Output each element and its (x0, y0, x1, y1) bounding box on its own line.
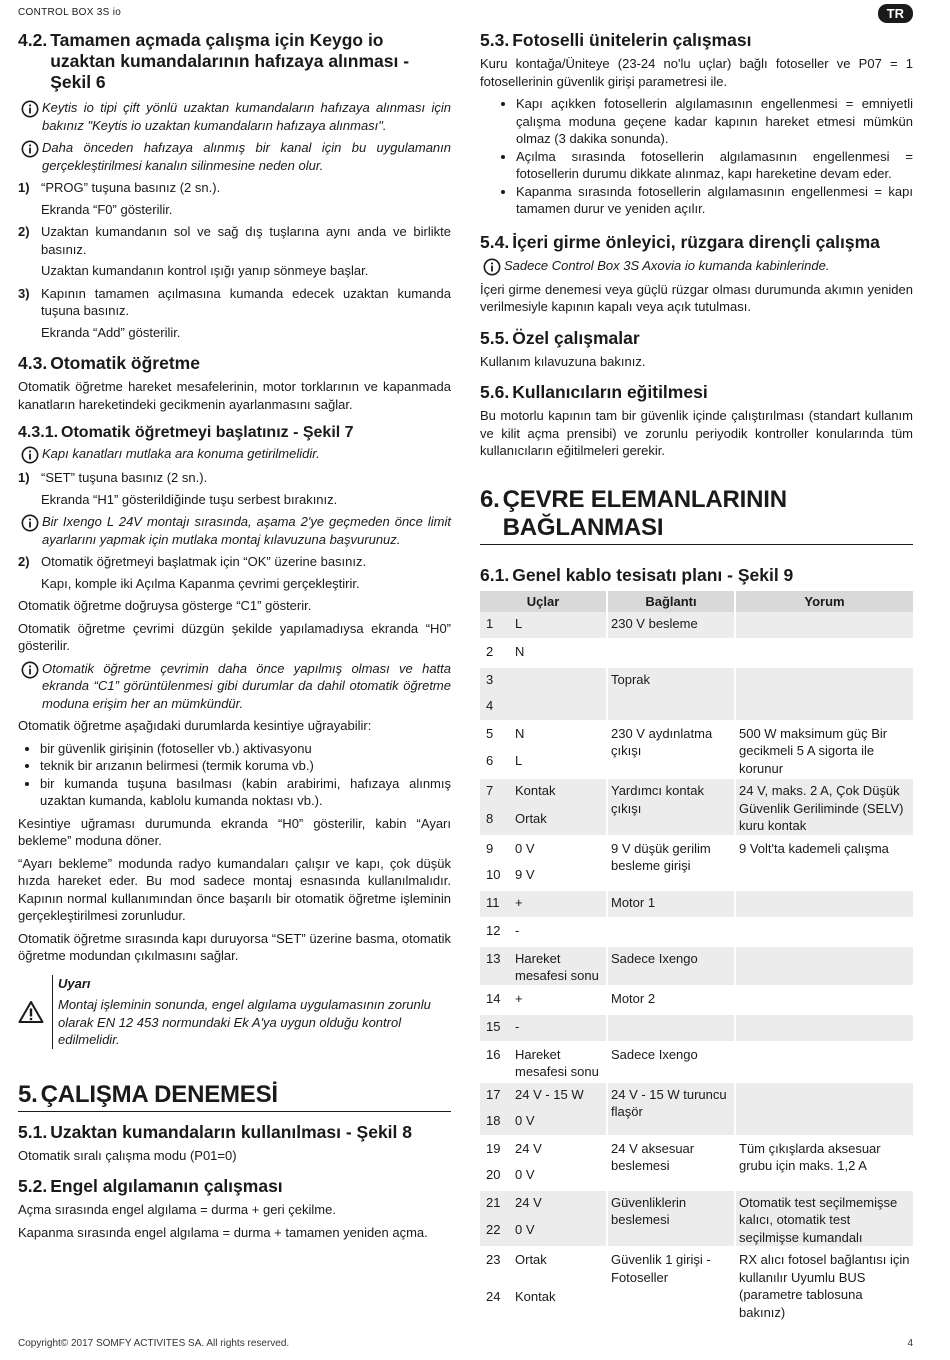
table-header-cell: Bağlantı (607, 591, 735, 612)
connection-cell: Sadece Ixengo (607, 947, 735, 985)
terminal-label: Kontak (512, 1285, 607, 1322)
table-row (480, 1191, 913, 1219)
interrupt-list (18, 740, 451, 810)
connection-cell: 230 V besleme (607, 612, 735, 638)
warning-title: Uyarı (58, 975, 91, 991)
terminal-label: 24 V - 15 W (512, 1083, 607, 1109)
terminal-label: Hareket mesafesi sonu (512, 1043, 607, 1081)
table-row (480, 891, 913, 917)
warning-box (18, 975, 451, 1049)
terminal-label: Kontak (512, 779, 607, 807)
connection-cell: Yardımcı kontak çıkışı (607, 779, 735, 835)
language-badge: TR (878, 4, 913, 23)
terminal-label: 9 V (512, 863, 607, 889)
terminal-label: + (512, 891, 607, 917)
table-row (480, 668, 913, 694)
comment-cell: 500 W maksimum güç Bir gecikmeli 5 A sigorta ile korunur (735, 722, 913, 778)
terminal-label: 0 V (512, 1163, 607, 1189)
terminal-number: 2 (480, 640, 512, 666)
terminal-number: 12 (480, 919, 512, 945)
terminal-label: N (512, 640, 607, 666)
list-item: • Açılma sırasında fotosellerin algılamasının engellenmesi = fotosellerin durumu dikkate alınmaz, kapı hareketine devam eder. (516, 148, 913, 183)
terminal-number: 14 (480, 987, 512, 1013)
section-5-heading: 5. ÇALIŞMA DENEMESİ (18, 1081, 451, 1112)
terminal-number: 10 (480, 863, 512, 889)
connection-cell: Güvenlik 1 girişi - Fotoseller (607, 1248, 735, 1321)
info-icon (18, 100, 42, 118)
warning-icon (18, 1000, 44, 1024)
connection-cell: 230 V aydınlatma çıkışı (607, 722, 735, 778)
info-note: Keytis io tipi çift yönlü uzaktan kumandaların hafızaya alınması için bakınız "Keytis io uzaktan kumandaların hafızaya alınması". (18, 99, 451, 134)
terminal-number: 17 (480, 1083, 512, 1109)
table-row (480, 919, 913, 945)
terminal-label (512, 668, 607, 694)
table-row (480, 947, 913, 985)
section-5-6-heading: 5.6. Kullanıcıların eğitilmesi (480, 382, 708, 402)
list-item: • bir güvenlik girişinin (fotoseller vb.) aktivasyonu (40, 740, 451, 758)
section-5-2-heading: 5.2. Engel algılamanın çalışması (18, 1176, 283, 1196)
connection-cell (607, 640, 735, 666)
connection-cell: 24 V aksesuar beslemesi (607, 1137, 735, 1189)
comment-cell (735, 947, 913, 985)
step-3: 3) Kapının tamamen açılmasına kumanda edecek uzaktan kumanda tuşuna basınız. (18, 285, 451, 318)
comment-cell (735, 987, 913, 1013)
section-4-3-1-heading: 4.3.1. Otomatik öğretmeyi başlatınız - Şekil 7 (18, 424, 354, 441)
table-row (480, 1248, 913, 1285)
connection-cell: Toprak (607, 668, 735, 720)
list-item: • bir kumanda tuşuna basılması (kabin arabirimi, hafızaya alınmış uzaktan kumanda, kablolu kumanda noktası vb.). (40, 775, 451, 810)
table-row (480, 837, 913, 863)
terminal-number: 5 (480, 722, 512, 750)
table-row (480, 1137, 913, 1163)
doc-header: CONTROL BOX 3S io (18, 7, 122, 18)
list-item: • Kapı açıkken fotosellerin algılamasının engellenmesi = emniyetli çalışma moduna geçene kadar kapının hareket etmesi mümkün olmaz (3 dakika sonunda). (516, 95, 913, 148)
terminal-label: 24 V (512, 1137, 607, 1163)
terminal-label: 24 V (512, 1191, 607, 1219)
terminal-label: L (512, 612, 607, 638)
section-6-heading: 6. ÇEVRE ELEMANLARININ BAĞLANMASI (480, 486, 913, 545)
table-row (480, 779, 913, 807)
terminal-label: Ortak (512, 807, 607, 835)
comment-cell (735, 612, 913, 638)
terminal-number: 19 (480, 1137, 512, 1163)
step-2: 2) Uzaktan kumandanın sol ve sağ dış tuşlarına aynı anda ve birlikte basınız. (18, 224, 451, 257)
table-row (480, 1015, 913, 1041)
info-note: Kapı kanatları mutlaka ara konuma getirilmelidir. (18, 445, 451, 464)
info-icon (18, 661, 42, 679)
terminal-number: 1 (480, 612, 512, 638)
terminal-number: 16 (480, 1043, 512, 1081)
info-note: Bir Ixengo L 24V montajı sırasında, aşama 2'ye geçmeden önce limit ayarlarını yapmak için mutlaka montaj kılavuzuna başvurunuz. (18, 513, 451, 548)
terminal-label (512, 694, 607, 720)
table-row (480, 612, 913, 638)
terminal-number: 6 (480, 749, 512, 777)
wiring-table (480, 591, 913, 1322)
right-column: 5.3. Fotoselli ünitelerin çalışması Kuru kontağa/Üniteye (23-24 no'lu uçlar) bağlı fotoseller ve P07 = 1 fotosellerinin güvenlik girişi parametresi ile. • Kapı açıkken fotosellerin algılamasının engellenmesi = emniyetli çalışma moduna geçene kadar kapının hareket etmesi mümkün olmaz (3 dakika sonunda). • Açılma sırasında fotosellerin algılamasının engellenmesi = fotosellerin durumu dikkate alınmaz, kapı hareketine devam eder. • Kapanma sırasında fotosellerin algılamasının engellenmesi = kapı tamamen durur ve yeniden açılır. 5.4. İçeri girme önleyici, rüzgara dirençli çalışma Sadece Control Box 3S Axovia io kumanda kabinlerinde. İçeri girme denemesi veya güçlü rüzgar olması durumunda akımın yeniden verilmesiyle kapının kapalı veya açık tutulması. 5.5. Özel çalışmalar Kullanım kılavuzuna bakınız. 5.6. Kullanıcıların eğitilmesi Bu motorlu kapının tam bir güvenlik içinde çalıştırılması (standart kullanım ve kilit açma prensibi) ve zorunlu periyodik kontroller konularında tüm kullanıcıların eğitilmeleri gerekir. 6. ÇEVRE ELEMANLARININ BAĞLANMASI 6.1. Genel kablo tesisatı planı - Şekil 9 Uçlar Bağlantı Yorum 1 L 230 V besleme 2 N 3 Toprak 4 5 N 230 V aydınlatma çıkışı 500 W maksimum güç Bir gecikmeli 5 A sigorta ile korunur 6 L 7 Kontak Yardımcı kontak çıkışı 24 V, maks. 2 A, Çok Düşük Güvenlik Geriliminde (SELV) kuru kontak 8 Ortak 9 0 V 9 V düşük gerilim besleme girişi 9 Volt'ta kademeli çalışma 10 9 V 11 + Motor 1 12 - 13 Hareket mesafesi sonu Sadece Ixengo 14 + Motor 2 15 - 16 Hareket mesafesi sonu Sadece Ixengo 17 24 V - 15 W 24 V - 15 W turuncu flaşör 18 0 V 19 24 V 24 V aksesuar beslemesi Tüm çıkışlarda aksesuar grubu için maks. 1,2 A 20 0 V 21 24 V Güvenliklerin beslemesi Otomatik test seçilmemişse kalıcı, otomatik test seçilmişse kumandalı 22 0 V 23 Ortak Güvenlik 1 girişi - Fotoseller RX alıcı fotosel bağlantısı için kullanılır Uyumlu BUS (parametre tablosuna bakınız) 24 Kontak (480, 30, 913, 1321)
table-row (480, 1083, 913, 1109)
step-2: 2) Otomatik öğretmeyi başlatmak için “OK” üzerine basınız. (18, 554, 367, 569)
table-row (480, 987, 913, 1013)
step-1: 1) “PROG” tuşuna basınız (2 sn.). (18, 180, 221, 195)
info-note: Daha önceden hafızaya alınmış bir kanal için bu uygulamanın gerçekleştirilmesi kanalın silinmesine neden olur. (18, 139, 451, 174)
terminal-label: 0 V (512, 837, 607, 863)
terminal-number: 24 (480, 1285, 512, 1322)
info-icon (18, 514, 42, 532)
connection-cell: 24 V - 15 W turuncu flaşör (607, 1083, 735, 1135)
terminal-number: 15 (480, 1015, 512, 1041)
connection-cell (607, 919, 735, 945)
section-5-1-heading: 5.1. Uzaktan kumandaların kullanılması - Şekil 8 (18, 1121, 413, 1142)
table-header-cell: Uçlar (480, 591, 607, 612)
info-icon (480, 258, 504, 276)
terminal-label: 0 V (512, 1109, 607, 1135)
comment-cell: 9 Volt'ta kademeli çalışma (735, 837, 913, 889)
comment-cell: 24 V, maks. 2 A, Çok Düşük Güvenlik Geriliminde (SELV) kuru kontak (735, 779, 913, 835)
section-5-5-heading: 5.5. Özel çalışmalar (480, 327, 640, 348)
list-item: • Kapanma sırasında fotosellerin algılamasının engellenmesi = kapı tamamen durur ve yeniden açılır. (516, 183, 913, 218)
table-header-row (480, 591, 913, 612)
comment-cell (735, 1083, 913, 1135)
terminal-label: - (512, 919, 607, 945)
terminal-number: 22 (480, 1218, 512, 1246)
connection-cell: Güvenliklerin beslemesi (607, 1191, 735, 1247)
section-4-2-heading: 4.2. Tamamen açmada çalışma için Keygo io uzaktan kumandalarının hafızaya alınması - Şekil 6 (18, 30, 410, 92)
terminal-label: Hareket mesafesi sonu (512, 947, 607, 985)
section-6-1-heading: 6.1. Genel kablo tesisatı planı - Şekil 9 (480, 564, 794, 585)
connection-cell: Motor 2 (607, 987, 735, 1013)
terminal-label: N (512, 722, 607, 750)
connection-cell (607, 1015, 735, 1041)
comment-cell (735, 1043, 913, 1081)
section-5-3-heading: 5.3. Fotoselli ünitelerin çalışması (480, 30, 752, 50)
info-icon (18, 446, 42, 464)
connection-cell: Motor 1 (607, 891, 735, 917)
terminal-label: - (512, 1015, 607, 1041)
step-1: 1) “SET” tuşuna basınız (2 sn.). (18, 470, 208, 485)
comment-cell (735, 919, 913, 945)
list-item: • teknik bir arızanın belirmesi (termik koruma vb.) (40, 757, 451, 775)
comment-cell: RX alıcı fotosel bağlantısı için kullanılır Uyumlu BUS (parametre tablosuna bakınız) (735, 1248, 913, 1321)
comment-cell: Tüm çıkışlarda aksesuar grubu için maks. 1,2 A (735, 1137, 913, 1189)
terminal-number: 23 (480, 1248, 512, 1285)
connection-cell: Sadece Ixengo (607, 1043, 735, 1081)
connection-cell: 9 V düşük gerilim besleme girişi (607, 837, 735, 889)
terminal-label: 0 V (512, 1218, 607, 1246)
terminal-number: 8 (480, 807, 512, 835)
terminal-number: 3 (480, 668, 512, 694)
table-row (480, 640, 913, 666)
table-row (480, 1043, 913, 1081)
table-row (480, 722, 913, 750)
info-icon (18, 140, 42, 158)
info-note: Otomatik öğretme çevrimin daha önce yapılmış olması ve hatta ekranda “C1” görüntülenmesi gibi durumlar da dahil otomatik öğretme moduna erişim her an mümkündür. (18, 660, 451, 713)
terminal-label: + (512, 987, 607, 1013)
terminal-number: 11 (480, 891, 512, 917)
wiring-table-body (480, 612, 913, 1322)
terminal-label: L (512, 749, 607, 777)
terminal-number: 9 (480, 837, 512, 863)
comment-cell (735, 668, 913, 720)
photocell-list (480, 95, 913, 218)
terminal-label: Ortak (512, 1248, 607, 1285)
comment-cell (735, 891, 913, 917)
terminal-number: 20 (480, 1163, 512, 1189)
page-number: 4 (907, 1338, 913, 1349)
comment-cell: Otomatik test seçilmemişse kalıcı, otomatik test seçilmişse kumandalı (735, 1191, 913, 1247)
info-note: Sadece Control Box 3S Axovia io kumanda kabinlerinde. (480, 257, 913, 276)
comment-cell (735, 1015, 913, 1041)
terminal-number: 18 (480, 1109, 512, 1135)
table-header-cell: Yorum (735, 591, 913, 612)
left-column: 4.2. Tamamen açmada çalışma için Keygo io uzaktan kumandalarının hafızaya alınması - Şekil 6 Keytis io tipi çift yönlü uzaktan kumandaların hafızaya alınması için bakınız "Keytis io uzaktan kumandaların hafızaya alınması". Daha önceden hafızaya alınmış bir kanal için bu uygulamanın gerçekleştirilmesi kanalın silinmesine neden olur. 1) “PROG” tuşuna basınız (2 sn.). Ekranda “F0” gösterilir. 2) Uzaktan kumandanın sol ve sağ dış tuşlarına aynı anda ve birlikte basınız. Uzaktan kumandanın kontrol ışığı yanıp sönmeye başlar. 3) Kapının tamamen açılmasına kumanda edecek uzaktan kumanda tuşuna basınız. Ekranda “Add” gösterilir. 4.3. Otomatik öğretme Otomatik öğretme hareket mesafelerinin, motor torklarının ve kapanmada kanatların hareketindeki gecikmenin ayarlanmasını sağlar. 4.3.1. Otomatik öğretmeyi başlatınız - Şekil 7 Kapı kanatları mutlaka ara konuma getirilmelidir. 1) “SET” tuşuna basınız (2 sn.). Ekranda “H1” gösterildiğinde tuşu serbest bırakınız. Bir Ixengo L 24V montajı sırasında, aşama 2'ye geçmeden önce limit ayarlarını yapmak için mutlaka montaj kılavuzuna başvurunuz. 2) Otomatik öğretmeyi başlatmak için “OK” üzerine basınız. Kapı, komple iki Açılma Kapanma çevrimi gerçekleştirir. Otomatik öğretme doğruysa gösterge “C1” gösterir. Otomatik öğretme çevrimi düzgün şekilde yapılamadıysa ekranda “H0” gösterilir. Otomatik öğretme çevrimin daha önce yapılmış olması ve hatta ekranda “C1” görüntülenmesi gibi durumlar da dahil otomatik öğretme moduna erişim her an mümkündür. Otomatik öğretme aşağıdaki durumlarda kesintiye uğrayabilir: • bir güvenlik girişinin (fotoseller vb.) aktivasyonu • teknik bir arızanın belirmesi (termik koruma vb.) • bir kumanda tuşuna basılması (kabin arabirimi, hafızaya alınmış uzaktan kumanda, kablolu kumanda noktası vb.). Kesintiye uğraması durumunda ekranda “H0” gösterilir, kabin “Ayarı bekleme” moduna döner. “Ayarı bekleme” modunda radyo kumandaları çalışır ve kapı, çok düşük hızda hareket eder. Bu mod sadece montaj esnasında kullanılmalıdır. Kapının normal kullanımından önce başarılı bir otomatik öğretme işleminin gerçekleştirilmesi zorunludur. Otomatik öğretme sırasında kapı duruyorsa “SET” üzerine basma, otomatik öğretme modundan çıkılmasını sağlar. Uyarı Montaj işleminin sonunda, engel algılama uygulamasının zorunlu olarak EN 12 453 normundaki Ek A'ya uygun olduğu kontrol edilmelidir. 5. ÇALIŞMA DENEMESİ 5.1. Uzaktan kumandaların kullanılması - Şekil 8 Otomatik sıralı çalışma modu (P01=0) 5.2. Engel algılamanın çalışması Açma sırasında engel algılama = durma + geri çekilme. Kapanma sırasında engel algılama = durma + tamamen yeniden açma. (18, 30, 451, 1246)
terminal-number: 21 (480, 1191, 512, 1219)
section-5-4-heading: 5.4. İçeri girme önleyici, rüzgara dirençli çalışma (480, 231, 880, 252)
terminal-number: 7 (480, 779, 512, 807)
warning-text: Montaj işleminin sonunda, engel algılama uygulamasının zorunlu olarak EN 12 453 normundaki Ek A'ya uygun olduğu kontrol edilmelidir. (58, 997, 431, 1047)
terminal-number: 4 (480, 694, 512, 720)
section-4-3-heading: 4.3. Otomatik öğretme (18, 353, 200, 373)
terminal-number: 13 (480, 947, 512, 985)
copyright: Copyright© 2017 SOMFY ACTIVITES SA. All rights reserved. (18, 1338, 290, 1349)
comment-cell (735, 640, 913, 666)
